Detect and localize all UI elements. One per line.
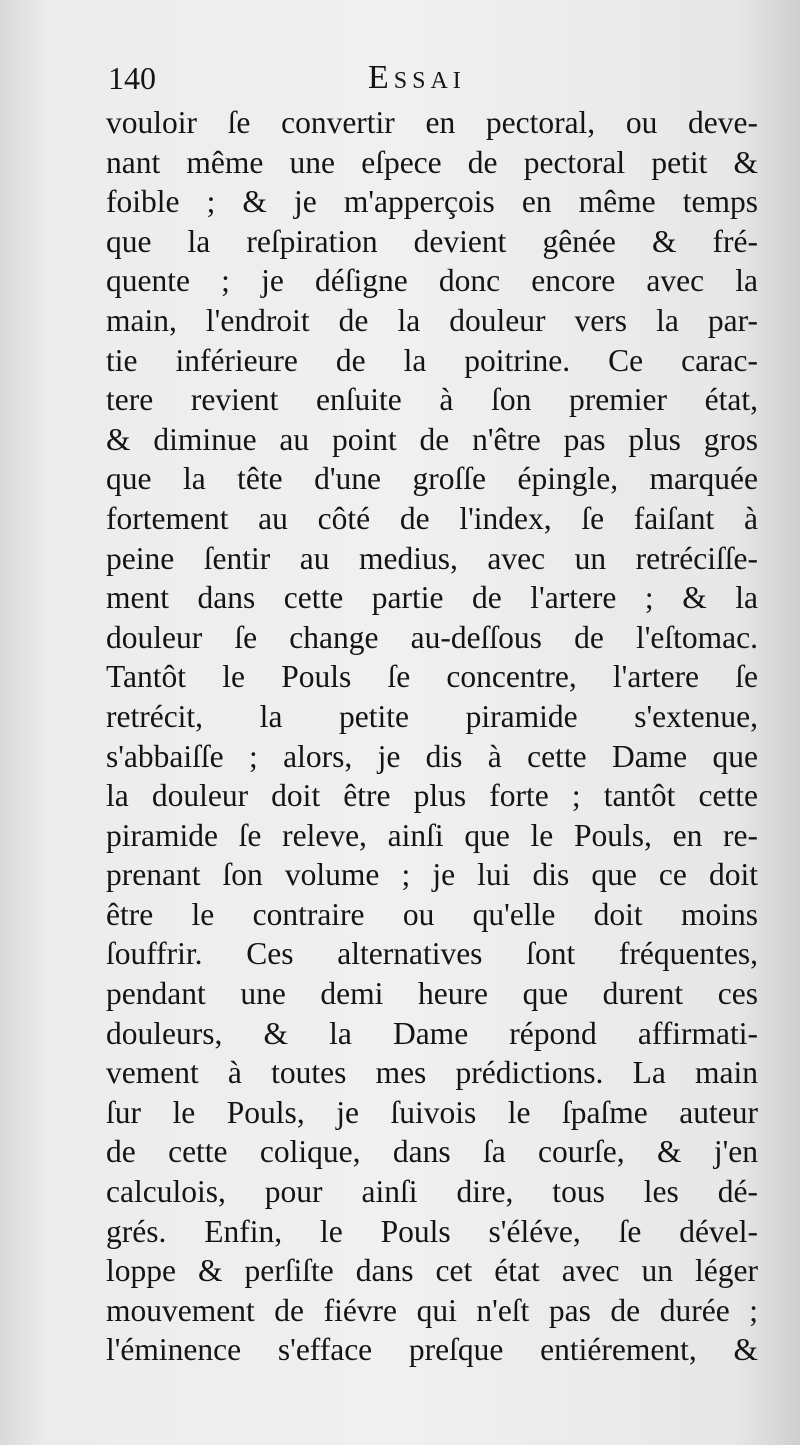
text-line: calculois, pour ainſi dire, tous les dé- xyxy=(106,1174,758,1210)
body-text xyxy=(106,103,758,1370)
running-title: Essai xyxy=(368,59,466,96)
text-line: de cette colique, dans ſa courſe, & j'en xyxy=(106,1134,758,1170)
text-line: pendant une demi heure que durent ces xyxy=(106,976,758,1012)
text-line: l'éminence s'efface preſque entiérement, & xyxy=(106,1332,758,1368)
text-line: que la tête d'une groſſe épingle, marquée xyxy=(106,461,758,497)
text-line: peine ſentir au medius, avec un retréciſſe- xyxy=(106,540,758,576)
text-line: fortement au côté de l'index, ſe faiſant à xyxy=(106,500,758,536)
text-line: loppe & perſiſte dans cet état avec un léger xyxy=(106,1253,758,1289)
text-line: & diminue au point de n'être pas plus gros xyxy=(106,421,758,457)
text-line: douleur ſe change au-deſſous de l'eſtomac. xyxy=(106,619,758,655)
page-number: 140 xyxy=(108,60,156,96)
text-line: que la reſpiration devient gênée & fré- xyxy=(106,223,758,259)
page-header xyxy=(108,58,756,98)
text-line: quente ; je déſigne donc encore avec la xyxy=(106,263,758,299)
text-line: vement à toutes mes prédictions. La main xyxy=(106,1055,758,1091)
text-line: ſur le Pouls, je ſuivois le ſpaſme auteur xyxy=(106,1094,758,1130)
text-line: douleurs, & la Dame répond affirmati- xyxy=(106,1015,758,1051)
text-line: grés. Enfin, le Pouls s'éléve, ſe dével- xyxy=(106,1213,758,1249)
text-line: Tantôt le Pouls ſe concentre, l'artere ſe xyxy=(106,659,758,695)
text-line: mouvement de fiévre qui n'eſt pas de durée ; xyxy=(106,1292,758,1328)
text-line: tie inférieure de la poitrine. Ce carac- xyxy=(106,342,758,378)
text-line: ment dans cette partie de l'artere ; & la xyxy=(106,580,758,616)
text-line: ſouffrir. Ces alternatives ſont fréquentes, xyxy=(106,936,758,972)
text-line: la douleur doit être plus forte ; tantôt cette xyxy=(106,778,758,814)
text-line: foible ; & je m'apperçois en même temps xyxy=(106,184,758,220)
text-line: tere revient enſuite à ſon premier état, xyxy=(106,382,758,418)
text-line: prenant ſon volume ; je lui dis que ce doit xyxy=(106,857,758,893)
text-line: piramide ſe releve, ainſi que le Pouls, en re- xyxy=(106,817,758,853)
text-line: retrécit, la petite piramide s'extenue, xyxy=(106,698,758,734)
text-line: main, l'endroit de la douleur vers la par- xyxy=(106,302,758,338)
text-line: être le contraire ou qu'elle doit moins xyxy=(106,896,758,932)
text-line: nant même une eſpece de pectoral petit & xyxy=(106,144,758,180)
text-line: vouloir ſe convertir en pectoral, ou deve- xyxy=(106,105,758,140)
text-line: s'abbaiſſe ; alors, je dis à cette Dame que xyxy=(106,738,758,774)
